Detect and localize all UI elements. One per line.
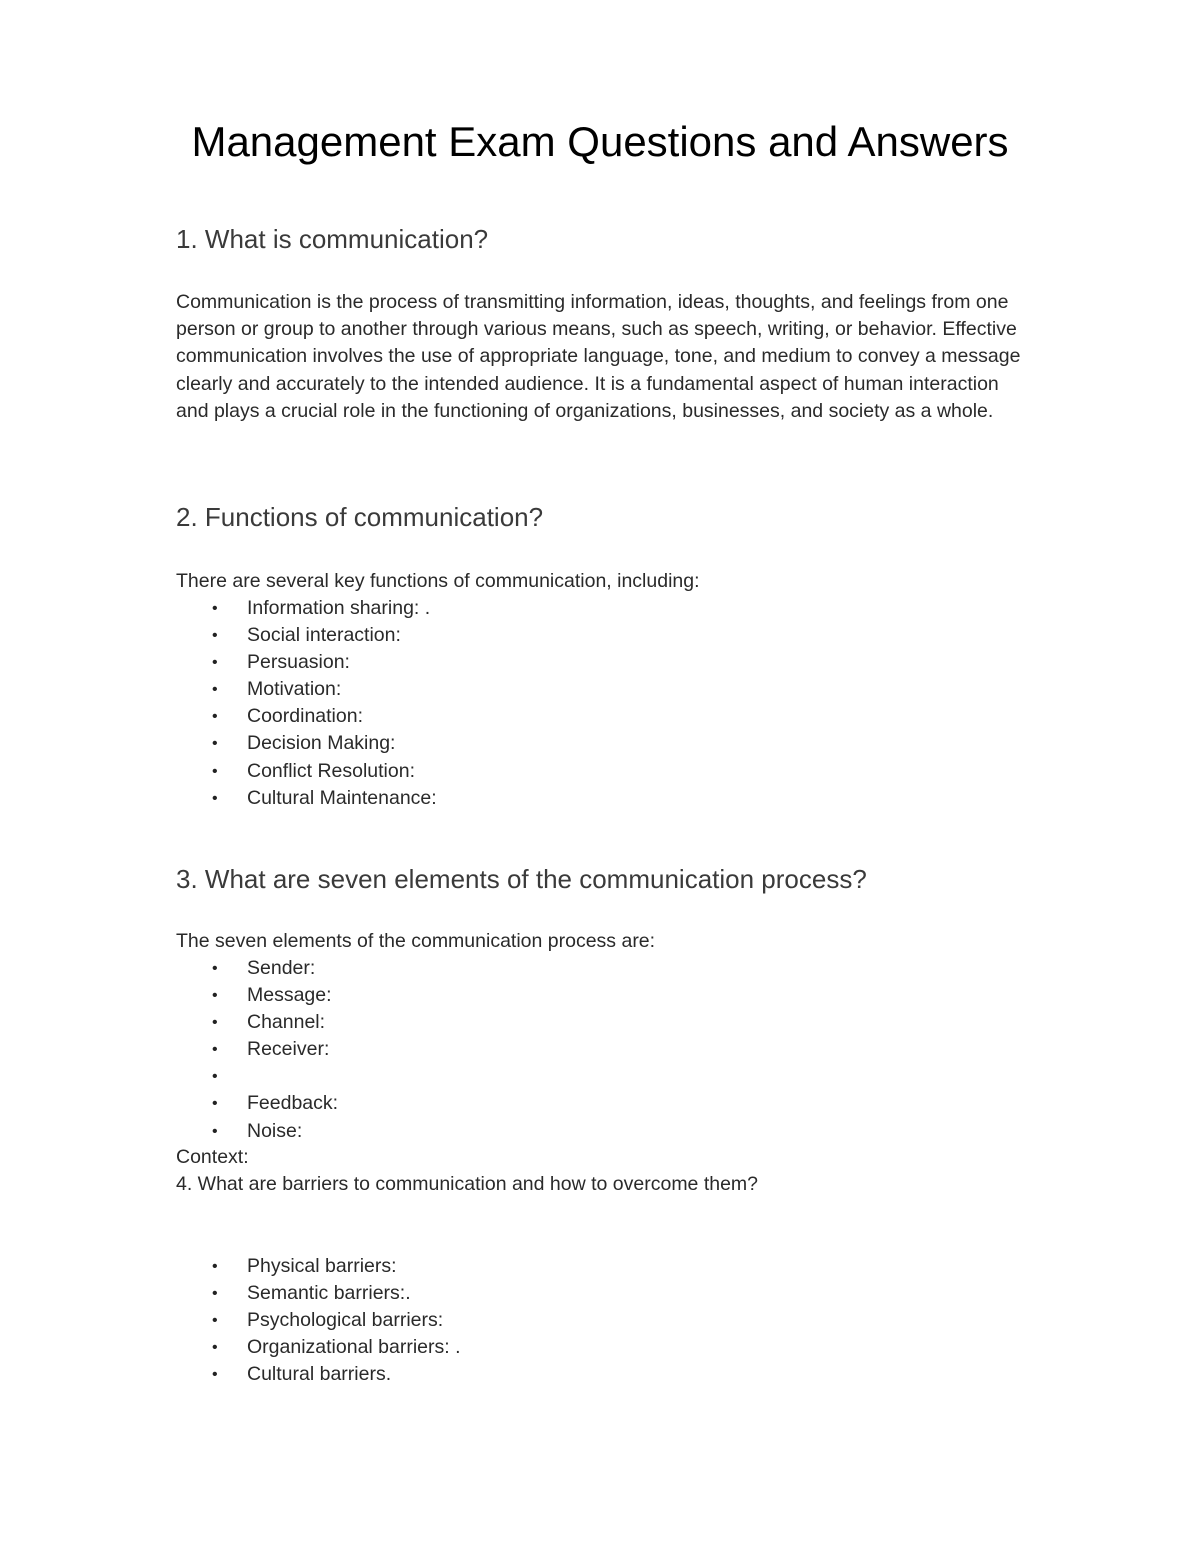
list-item-text: Message: xyxy=(247,984,332,1007)
bullet-icon: • xyxy=(212,762,218,780)
list-item-text: Information sharing: . xyxy=(247,597,431,619)
question-3-trailing: Context: xyxy=(176,1146,249,1168)
list-item-text: Organizational barriers: . xyxy=(247,1336,461,1359)
bullet-icon: • xyxy=(212,987,218,1005)
list-item-text: Noise: xyxy=(247,1119,303,1142)
bullet-icon: • xyxy=(212,1068,218,1086)
question-4-heading: 4. What are barriers to communication and how to overcome them? xyxy=(176,1173,759,1195)
list-item-text: Semantic barriers:. xyxy=(247,1282,411,1305)
bullet-icon: • xyxy=(212,708,218,726)
bullet-icon: • xyxy=(212,627,218,645)
question-3-intro: The seven elements of the communication process are: xyxy=(176,930,656,952)
bullet-icon: • xyxy=(212,1258,218,1275)
bullet-icon: • xyxy=(212,1041,218,1059)
list-item-text: Decision Making: xyxy=(247,732,396,755)
list-item-text: Cultural barriers. xyxy=(247,1363,392,1386)
list-item-text: Persuasion: xyxy=(247,651,350,674)
list-item-text: Motivation: xyxy=(247,678,342,701)
bullet-icon: • xyxy=(212,1095,218,1113)
question-1-answer: Communication is the process of transmitting information, ideas, thoughts, and feelings from one person or group to another through various means, such as speech, writing, or behavior. Effective communication involves the use of appropriate language, tone, and medium to convey a message clearly and accurately to the intended audience. It is a fundamental aspect of human interaction and plays a crucial role in the functioning of organizations, businesses, and society as a whole. xyxy=(176,291,1021,422)
bullet-icon: • xyxy=(212,600,218,617)
list-item-text: Conflict Resolution: xyxy=(247,759,415,782)
list-item-text: Coordination: xyxy=(247,705,363,728)
bullet-icon: • xyxy=(212,1339,218,1357)
bullet-icon: • xyxy=(212,1014,218,1032)
list-item-text: Physical barriers: xyxy=(247,1255,397,1277)
bullet-icon: • xyxy=(212,789,218,807)
list-item-text: Psychological barriers: xyxy=(247,1309,444,1332)
question-1-heading: 1. What is communication? xyxy=(176,224,489,254)
bullet-icon: • xyxy=(212,1285,218,1303)
question-2-heading: 2. Functions of communication? xyxy=(176,502,544,532)
bullet-icon: • xyxy=(212,1122,218,1140)
list-item-text: Feedback: xyxy=(247,1092,339,1115)
bullet-icon: • xyxy=(212,1366,218,1384)
bullet-icon: • xyxy=(212,960,218,977)
list-item-text: Receiver: xyxy=(247,1038,330,1061)
list-item-text: Channel: xyxy=(247,1011,326,1034)
list-item-text: Cultural Maintenance: xyxy=(247,786,437,809)
question-2-intro: There are several key functions of communication, including: xyxy=(176,570,700,592)
bullet-icon: • xyxy=(212,1312,218,1330)
bullet-icon: • xyxy=(212,681,218,699)
bullet-icon: • xyxy=(212,654,218,672)
list-item-text: Sender: xyxy=(247,957,316,979)
list-item-text: Social interaction: xyxy=(247,624,401,647)
document-title: Management Exam Questions and Answers xyxy=(191,118,1009,165)
bullet-icon: • xyxy=(212,735,218,753)
question-3-heading: 3. What are seven elements of the communication process? xyxy=(176,864,867,894)
